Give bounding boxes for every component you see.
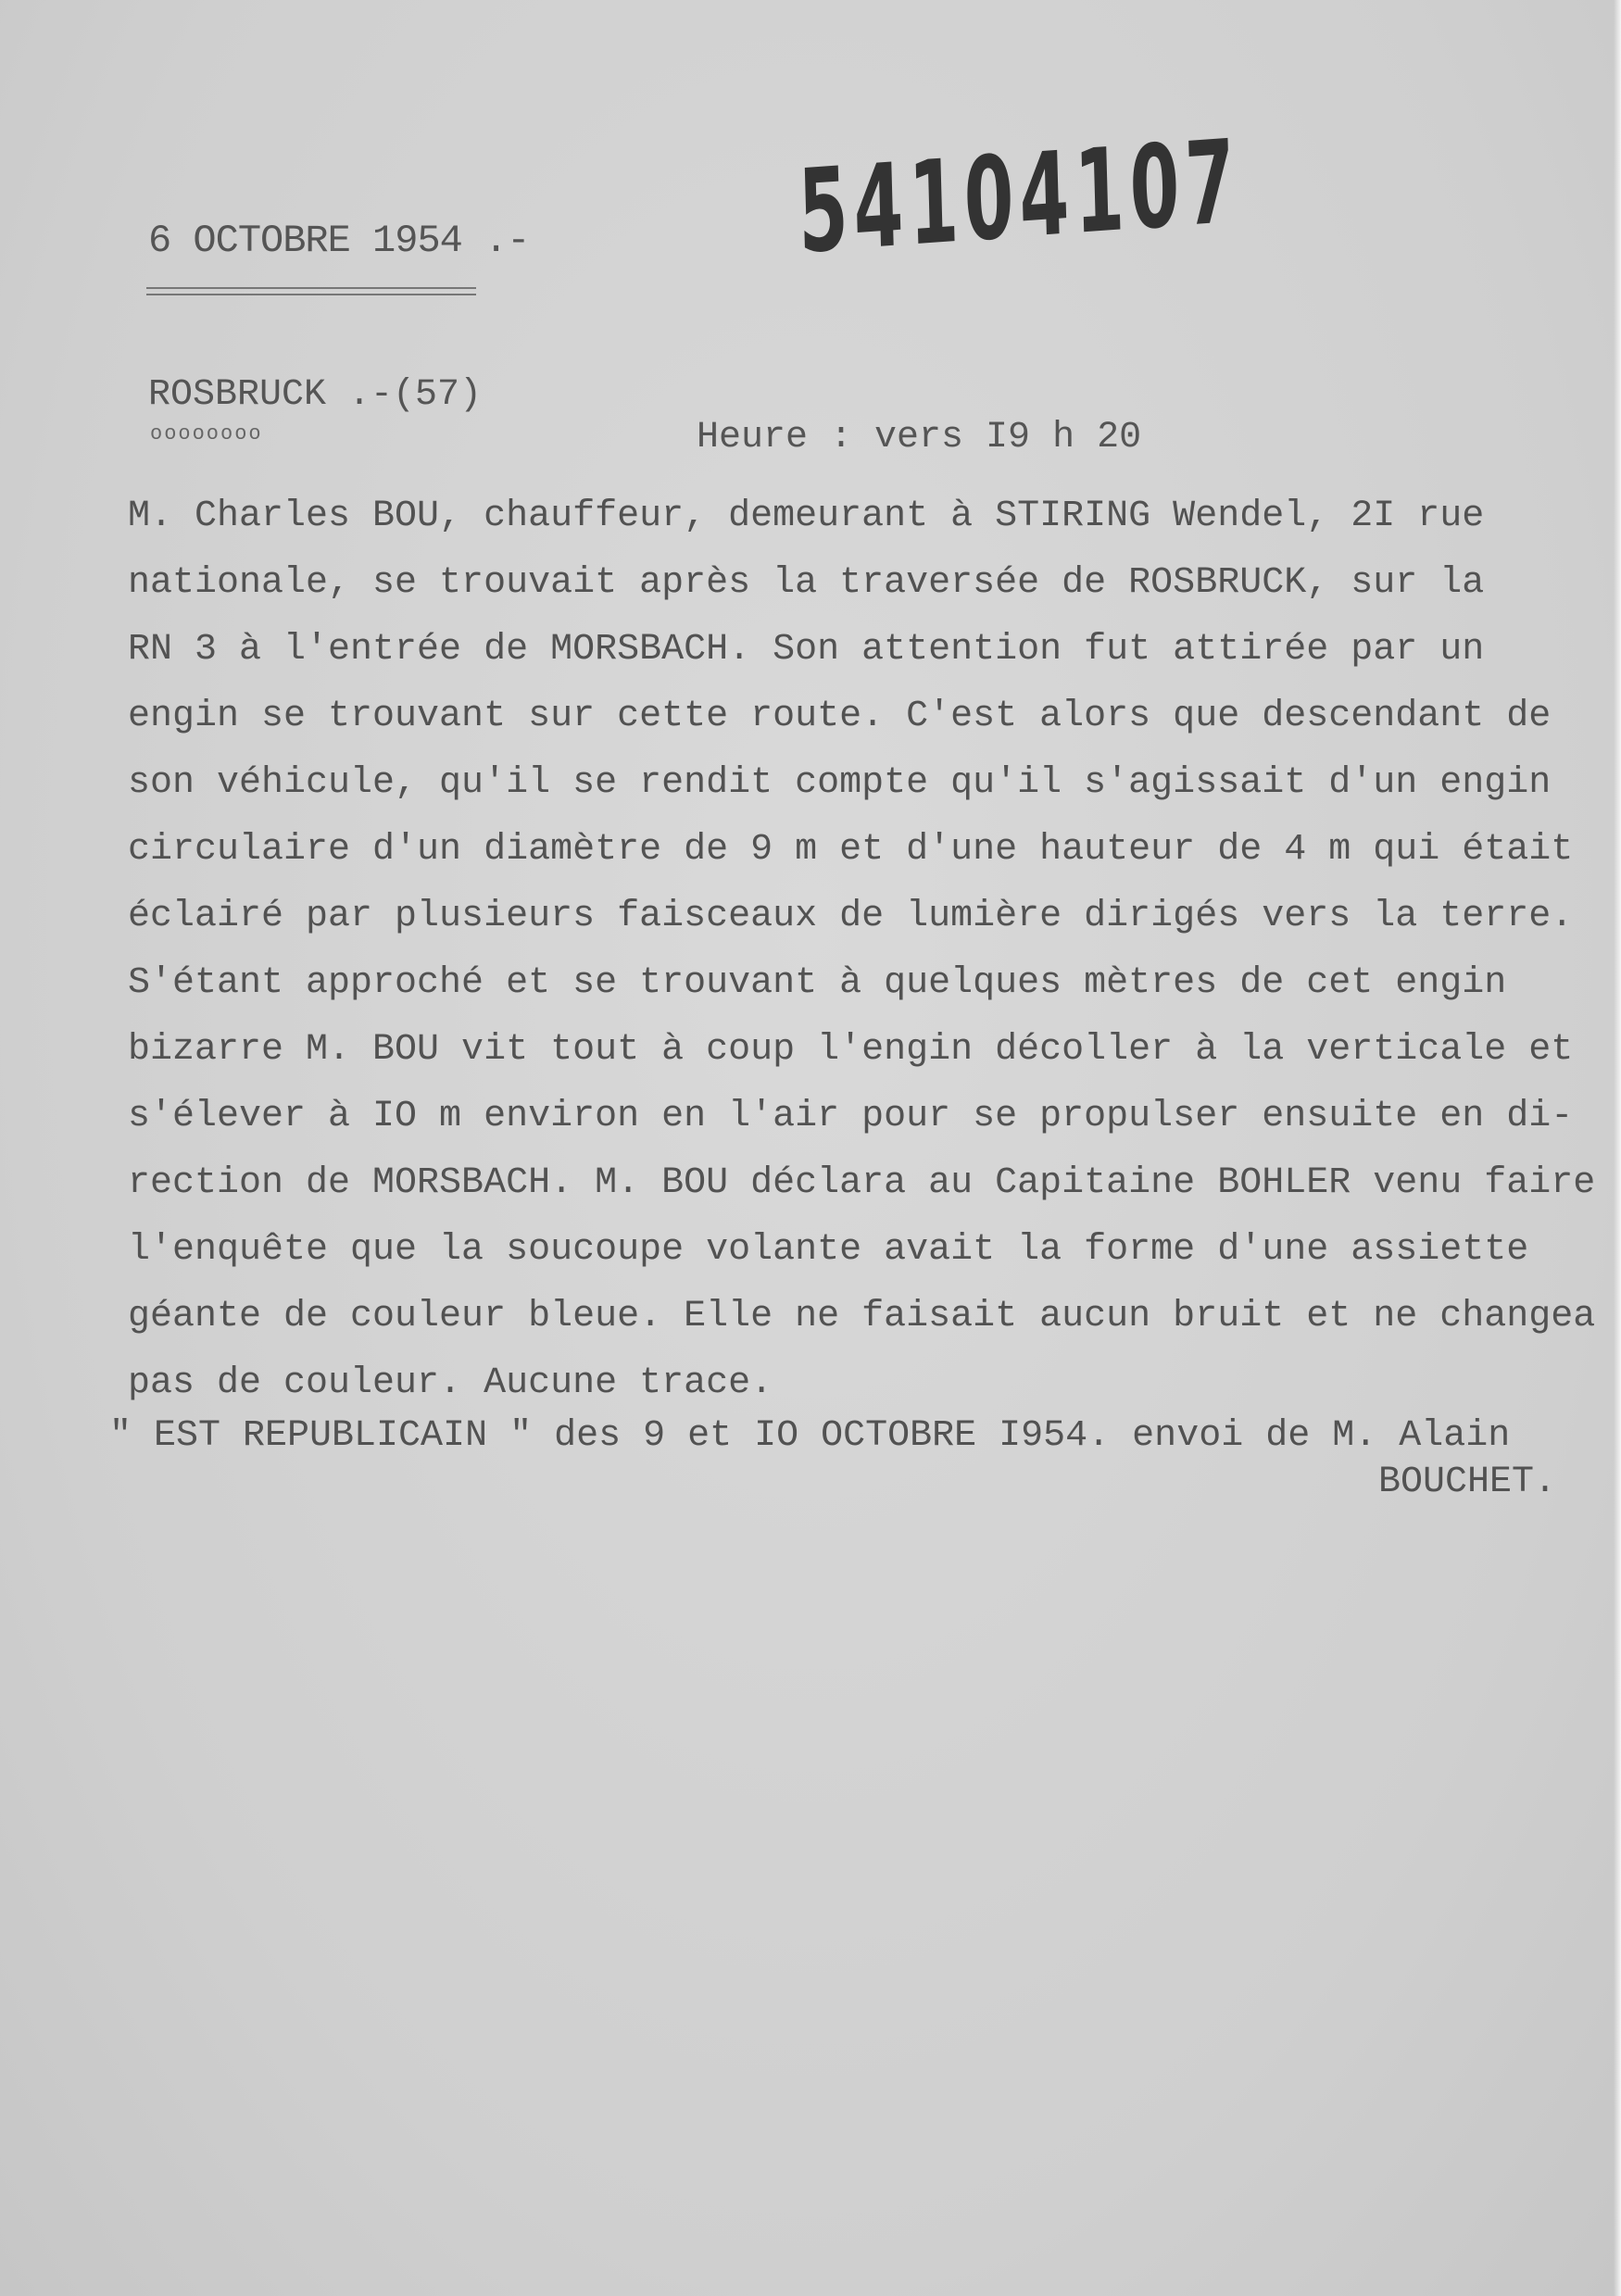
location-underline: oooooooo <box>150 422 263 445</box>
body-line: rection de MORSBACH. M. BOU déclara au Capitaine BOHLER venu faire <box>128 1162 1596 1204</box>
body-line: pas de couleur. Aucune trace. <box>128 1362 773 1404</box>
body-line: nationale, se trouvait après la traversée de ROSBRUCK, sur la <box>128 562 1485 604</box>
body-line: l'enquête que la soucoupe volante avait la forme d'une assiette <box>128 1229 1529 1271</box>
body-line: bizarre M. BOU vit tout à coup l'engin décoller à la verticale et <box>128 1029 1574 1071</box>
body-line: circulaire d'un diamètre de 9 m et d'une hauteur de 4 m qui était <box>128 829 1574 871</box>
source-citation: " EST REPUBLICAIN " des 9 et IO OCTOBRE I954. envoi de M. Alain <box>109 1415 1511 1457</box>
body-line: M. Charles BOU, chauffeur, demeurant à STIRING Wendel, 2I rue <box>128 496 1485 537</box>
report-date: 6 OCTOBRE 1954 .- <box>148 219 530 263</box>
body-line: engin se trouvant sur cette route. C'est alors que descendant de <box>128 696 1552 737</box>
source-citation-end: BOUCHET. <box>1378 1462 1557 1503</box>
body-line: géante de couleur bleue. Elle ne faisait aucun bruit et ne changea <box>128 1296 1596 1337</box>
body-line: RN 3 à l'entrée de MORSBACH. Son attention fut attirée par un <box>128 629 1485 671</box>
body-line: s'élever à IO m environ en l'air pour se propulser ensuite en di- <box>128 1096 1574 1137</box>
body-line: S'étant approché et se trouvant à quelques mètres de cet engin <box>128 962 1507 1004</box>
reference-number-stamp: 54104107 <box>797 115 1242 280</box>
location-heading: ROSBRUCK .-(57) <box>148 374 483 416</box>
event-time: Heure : vers I9 h 20 <box>697 417 1142 458</box>
date-underline <box>146 287 476 295</box>
body-line: son véhicule, qu'il se rendit compte qu'il s'agissait d'un engin <box>128 762 1552 804</box>
report-body <box>128 483 1596 1417</box>
body-line: éclairé par plusieurs faisceaux de lumière dirigés vers la terre. <box>128 896 1574 937</box>
